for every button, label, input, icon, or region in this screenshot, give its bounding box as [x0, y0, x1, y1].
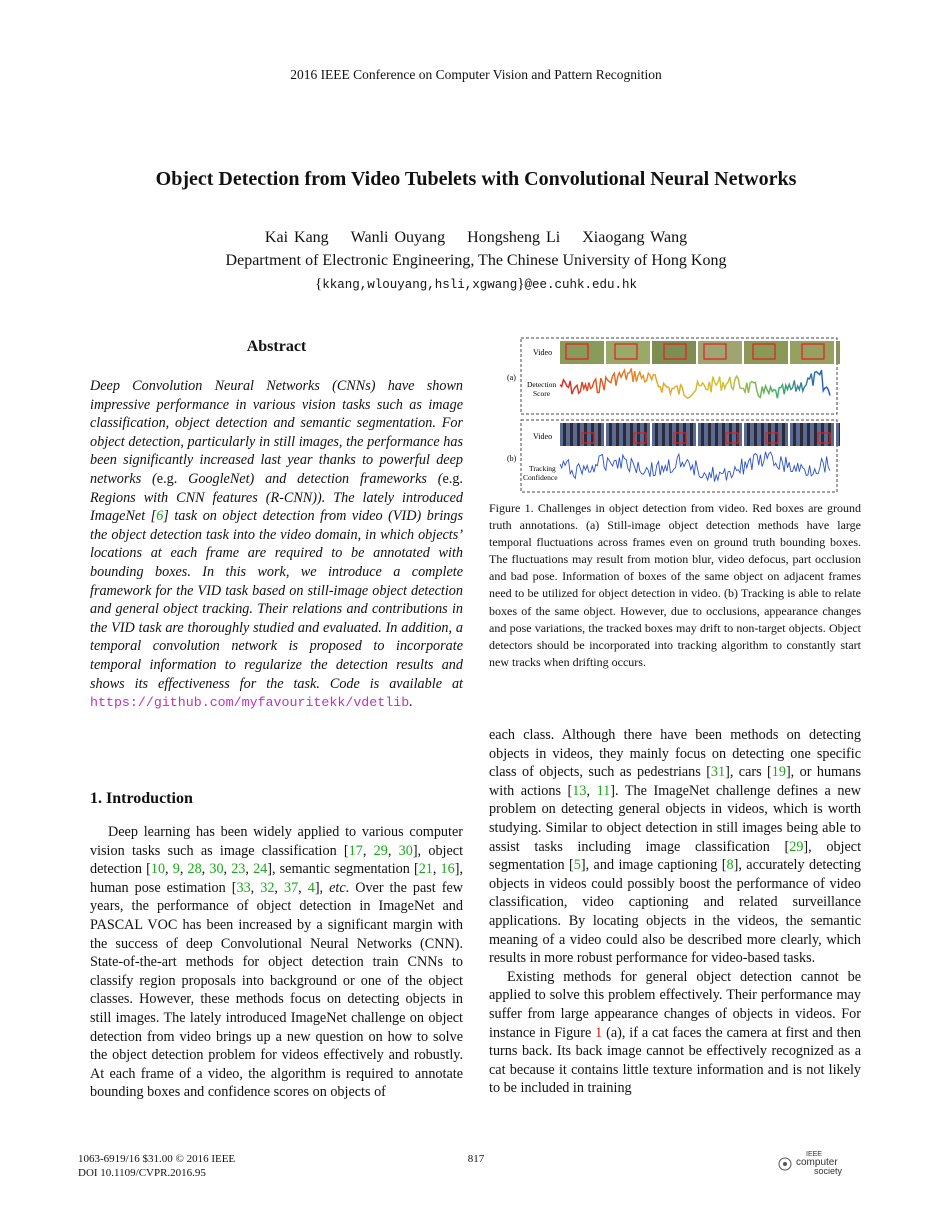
frame-stripe	[623, 423, 626, 446]
citation-link[interactable]: 16	[440, 861, 455, 878]
panel-a-label: (a)	[507, 373, 516, 382]
frame-stripe	[616, 423, 619, 446]
conference-header: 2016 IEEE Conference on Computer Vision and Pattern Recognition	[290, 67, 662, 82]
email-brace-open: {	[315, 276, 323, 292]
frame-stripe	[708, 423, 711, 446]
frame-stripe	[701, 423, 704, 446]
frame-stripe	[800, 423, 803, 446]
frame-stripe	[747, 423, 750, 446]
introduction-body: Deep learning has been widely applied to various computer vision tasks such as image classification [17, 29, 30], object detection [10, 9, 28, 30, 23, 24], semantic segmentation [21, 16], human pose estimation [33, 32, 37, 4], etc. Over the past few years, the performance of object detection in ImageNet and PASCAL VOC has been increased by a significant margin with the success of deep Convolutional Neural Networks (CNN). State-of-the-art methods for object detection train CNNs to classify region proposals into background or one of the object classes. However, these methods focus on detecting objects in still images. The lately introduced ImageNet challenge on object detection from video brings up a new question on how to solve the object detection problem for videos effectively and robustly. At each frame of a video, the algorithm is required to annotate bounding boxes and confidence scores on objects of	[90, 824, 464, 1101]
citation-link[interactable]: 29	[373, 842, 388, 859]
frame-stripe	[669, 423, 672, 446]
video-row-label-a: Video	[533, 348, 553, 357]
citation-link[interactable]: 28	[187, 861, 202, 878]
panel-b-label: (b)	[507, 454, 517, 463]
author-name: Wanli Ouyang	[350, 229, 446, 246]
frame-stripe	[690, 423, 693, 446]
affiliation: Department of Electronic Engineering, The Chinese University of Hong Kong	[225, 252, 727, 269]
citation-link[interactable]: 31	[710, 764, 726, 781]
logo-line-computer: computer	[796, 1157, 838, 1168]
frame-stripe	[839, 423, 840, 446]
introduction-body-continued: each class. Although there have been methods on detecting objects in videos, they mainly focus on detecting one specific class of objects, such as pedestrians [31], cars [19], or humans with actions [13, 11]. The ImageNet challenge defines a new problem on detecting general objects in videos, which is worth studying. Similar to object detection in still images being able to assist tasks including image classification [29], object segmentation [5], and image captioning [8], accurately detecting objects in videos could possibly boost the performance of video classification, video captioning and related surveillance applications. By locating objects in the videos, the semantic meaning of a video could also be described more clearly, which results in more robust performance for video-based tasks. Existing methods for general object detection cannot be applied to solve this problem effectively. Their performance may suffer from large appearance changes of objects in videos. For instance in Figure 1 (a), if a cat faces the camera at first and then turns back. Its back image cannot be effectively recognized as a cat because it contains little texture information and is not likely to be included in training	[489, 727, 862, 1097]
citation-link[interactable]: 10	[150, 861, 166, 878]
frame-stripe	[662, 423, 665, 446]
citation-link[interactable]: 11	[596, 782, 611, 799]
citation-link[interactable]: 17	[348, 842, 363, 859]
frame-stripe	[722, 423, 725, 446]
citation-link[interactable]: 37	[283, 879, 299, 896]
email-brace-close: }	[517, 276, 525, 292]
tracking-confidence-label-2: Confidence	[523, 473, 558, 482]
author-list	[0, 229, 952, 247]
video-frame-thumbnail	[836, 341, 840, 364]
figure-1	[505, 337, 840, 497]
frame-stripe	[814, 423, 817, 446]
frame-stripe	[761, 423, 764, 446]
page-number: 817	[467, 1153, 485, 1165]
abstract-body: Deep Convolution Neural Networks (CNNs) have shown impressive performance in various vision tasks such as image classification, object detection and semantic segmentation. For object detection, particularly in still images, the performance has been significantly increased last year thanks to powerful deep networks (e.g. GoogleNet) and detection frameworks (e.g. Regions with CNN features (R-CNN)). The lately introduced ImageNet [6] task on object detection from video (VID) brings the object detection task into the video domain, in which objects’ locations at each frame are required to be annotated with bounding boxes. In this work, we introduce a complete framework for the VID task based on still-image object detection and general object tracking. Their relations and contributions in the VID task are thoroughly studied and evaluated. In addition, a temporal convolution network is proposed to incorporate temporal information to regularize the detection results and shows its effectiveness for the task. Code is available at https://github.com/myfavouritekk/vdetlib.	[90, 378, 463, 711]
frame-stripe	[577, 423, 580, 446]
frame-stripe	[754, 423, 757, 446]
footer-doi: DOI 10.1109/CVPR.2016.95	[78, 1166, 206, 1179]
video-row-label-b: Video	[533, 432, 553, 441]
citation-link[interactable]: 32	[260, 879, 275, 896]
citation-link[interactable]: 29	[789, 838, 804, 855]
tracking-video-frames	[560, 423, 840, 446]
citation-link[interactable]: 21	[418, 861, 433, 878]
citation-link[interactable]: 33	[236, 879, 251, 896]
citation-link[interactable]: 13	[572, 782, 587, 799]
citation-link[interactable]: 5	[573, 857, 581, 874]
citation-link[interactable]: 23	[231, 861, 246, 878]
citation-link[interactable]: 4	[307, 879, 315, 896]
frame-stripe	[609, 423, 612, 446]
frame-stripe	[655, 423, 658, 446]
figure-1-caption: Figure 1. Challenges in object detection from video. Red boxes are ground truth annotations. (a) Still-image object detection methods have large temporal fluctuations across frames even on ground truth bounding boxes. The fluctuations may result from motion blur, video defocus, part occlusion and bad pose. Information of boxes of the same object on adjacent frames need to be utilized for object detection in video. (b) Tracking is able to relate boxes of the same object. However, due to occlusions, appearance changes and pose variations, the tracked boxes may drift to non-target objects. Object detectors should be incorporated into tracking algorithm to constantly start new tracks when drifting occurs.	[489, 501, 861, 669]
frame-stripe	[782, 423, 785, 446]
author-name: Xiaogang Wang	[582, 229, 688, 246]
cat-video-frames	[560, 341, 840, 364]
citation-link[interactable]: 8	[726, 857, 734, 874]
author-name: Kai Kang	[264, 229, 329, 246]
frame-stripe	[807, 423, 810, 446]
logo-line-ieee: IEEE	[806, 1151, 822, 1158]
detection-score-label-1: Detection	[527, 380, 557, 389]
frame-stripe	[570, 423, 573, 446]
citation-link[interactable]: 30	[398, 842, 413, 859]
email-users: kkang,wlouyang,hsli,xgwang	[322, 278, 518, 292]
logo-line-society: society	[814, 1166, 843, 1176]
abstract-heading: Abstract	[246, 338, 307, 355]
frame-stripe	[793, 423, 796, 446]
paper-title: Object Detection from Video Tubelets with Convolutional Neural Networks	[155, 168, 797, 190]
code-url-link[interactable]: https://github.com/myfavouritekk/vdetlib	[90, 695, 410, 711]
tracking-confidence-curve	[560, 452, 830, 482]
detection-score-label-2: Score	[533, 389, 551, 398]
section-heading-introduction: 1. Introduction	[90, 790, 193, 807]
frame-stripe	[630, 423, 633, 446]
tracking-confidence-label-1: Tracking	[529, 464, 556, 473]
author-emails	[0, 276, 952, 293]
email-domain: @ee.cuhk.edu.hk	[524, 278, 637, 292]
footer-issn: 1063-6919/16 $31.00 © 2016 IEEE	[78, 1153, 236, 1165]
citation-link[interactable]: 9	[172, 861, 180, 878]
citation-link[interactable]: 24	[253, 861, 268, 878]
detection-score-curve	[560, 368, 830, 398]
frame-stripe	[598, 423, 601, 446]
citation-link[interactable]: 19	[771, 764, 786, 781]
ieee-computer-society-logo	[776, 1147, 860, 1177]
citation-link[interactable]: 6	[156, 508, 164, 525]
frame-stripe	[715, 423, 718, 446]
author-name: Hongsheng Li	[467, 229, 561, 246]
frame-stripe	[563, 423, 566, 446]
figure-reference-link[interactable]: 1	[595, 1024, 603, 1041]
citation-link[interactable]: 30	[209, 861, 224, 878]
